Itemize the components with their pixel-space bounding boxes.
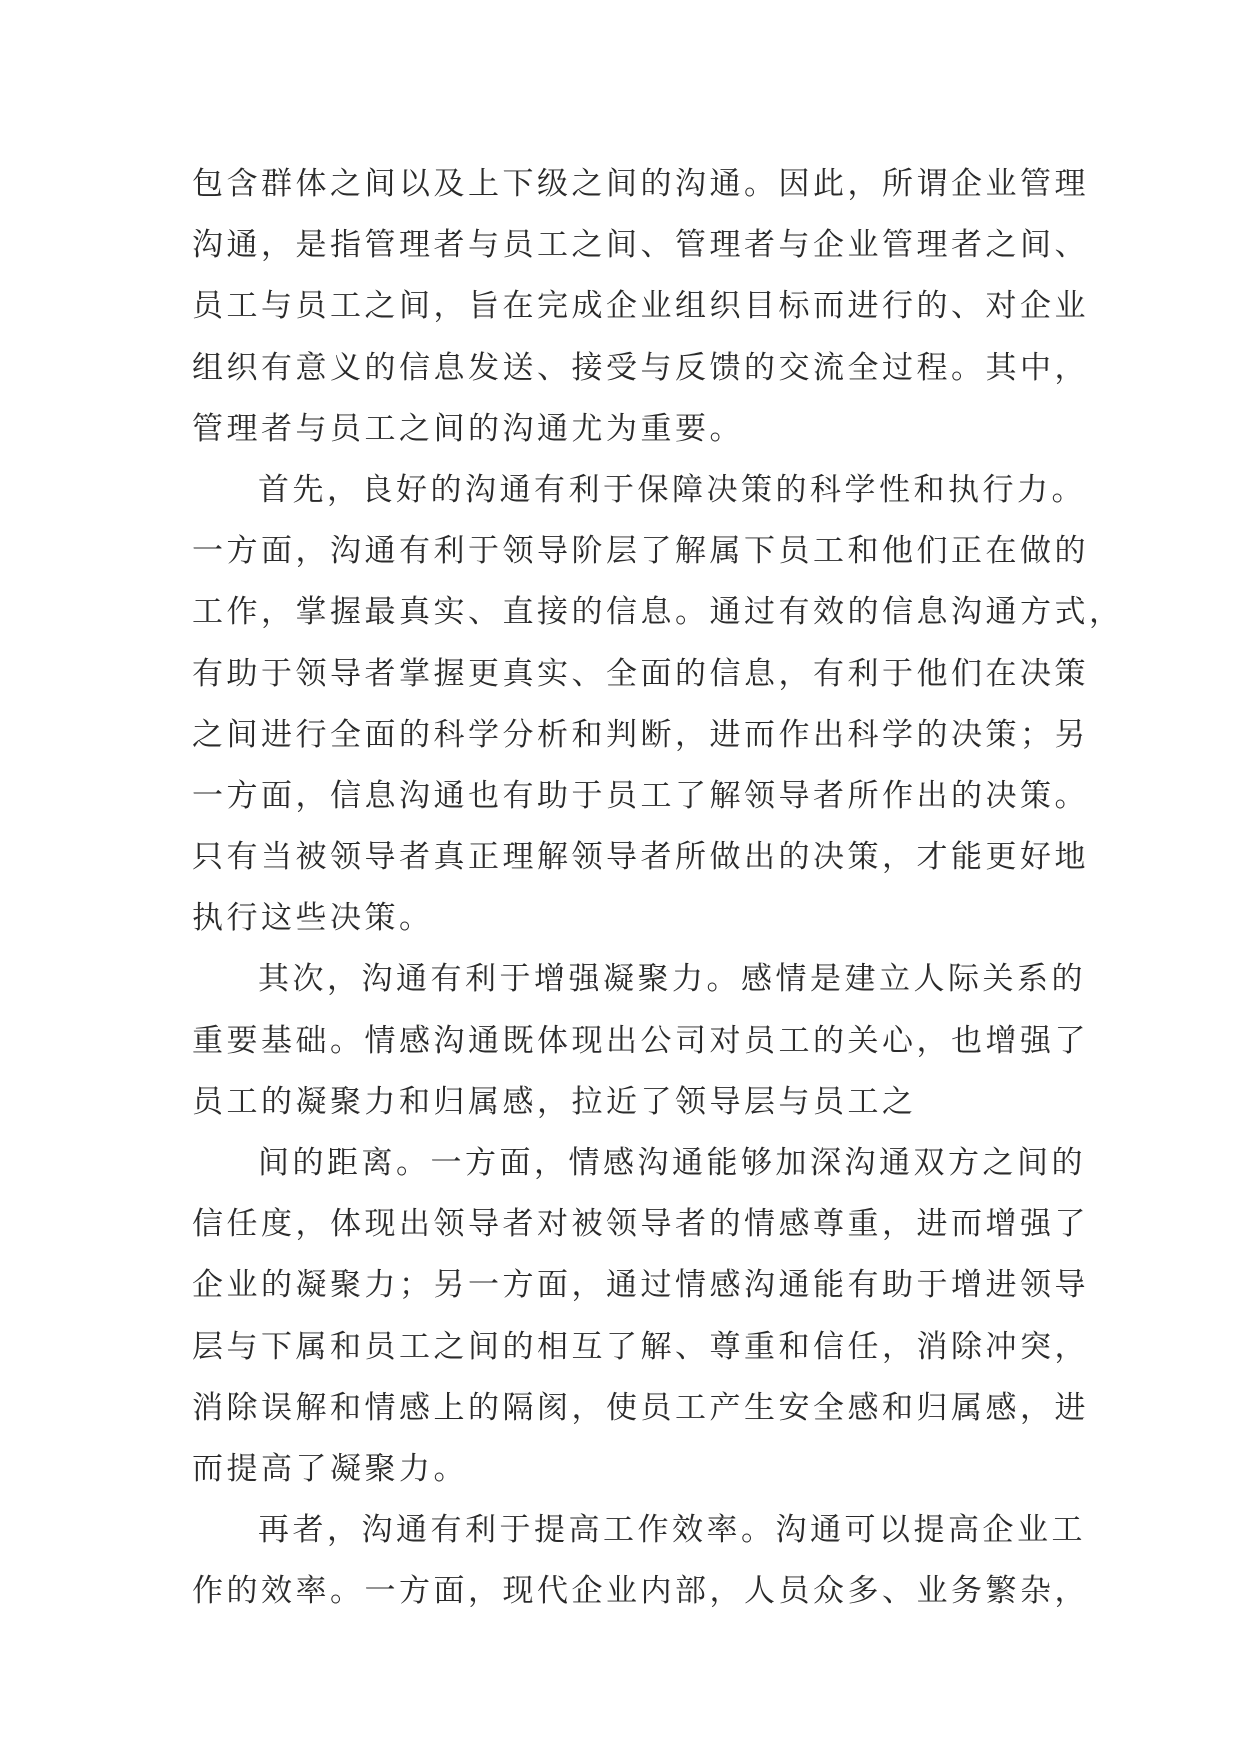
text-line: 企业的凝聚力；另一方面，通过情感沟通能有助于增进领导	[192, 1267, 1089, 1304]
text-line: 工作，掌握最真实、直接的信息。通过有效的信息沟通方式，	[192, 594, 1124, 631]
text-line: 重要基础。情感沟通既体现出公司对员工的关心，也增强了	[192, 1022, 1089, 1059]
text-line: 层与下属和员工之间的相互了解、尊重和信任，消除冲突，	[192, 1328, 1089, 1365]
text-line: 之间进行全面的科学分析和判断，进而作出科学的决策；另	[192, 716, 1089, 753]
text-line: 消除误解和情感上的隔阂，使员工产生安全感和归属感，进	[192, 1389, 1089, 1426]
text-line: 员工的凝聚力和归属感，拉近了领导层与员工之	[192, 1083, 917, 1120]
text-line: 只有当被领导者真正理解领导者所做出的决策，才能更好地	[192, 839, 1089, 876]
text-line: 作的效率。一方面，现代企业内部，人员众多、业务繁杂，	[192, 1573, 1089, 1610]
text-line: 信任度，体现出领导者对被领导者的情感尊重，进而增强了	[192, 1206, 1089, 1243]
paragraph-first-line: 其次，沟通有利于增强凝聚力。感情是建立人际关系的	[258, 961, 1086, 998]
text-line: 一方面，沟通有利于领导阶层了解属下员工和他们正在做的	[192, 533, 1089, 570]
text-line: 组织有意义的信息发送、接受与反馈的交流全过程。其中，	[192, 349, 1089, 386]
text-line: 员工与员工之间，旨在完成企业组织目标而进行的、对企业	[192, 288, 1089, 325]
paragraph-first-line: 首先，良好的沟通有利于保障决策的科学性和执行力。	[258, 471, 1086, 508]
text-line: 有助于领导者掌握更真实、全面的信息，有利于他们在决策	[192, 655, 1089, 692]
paragraph-first-line: 再者，沟通有利于提高工作效率。沟通可以提高企业工	[258, 1512, 1086, 1549]
text-line: 而提高了凝聚力。	[192, 1450, 468, 1487]
text-line: 管理者与员工之间的沟通尤为重要。	[192, 410, 744, 447]
text-line: 沟通，是指管理者与员工之间、管理者与企业管理者之间、	[192, 227, 1089, 264]
text-line: 包含群体之间以及上下级之间的沟通。因此，所谓企业管理	[192, 166, 1089, 202]
text-line: 执行这些决策。	[192, 900, 434, 937]
paragraph-first-line: 间的距离。一方面，情感沟通能够加深沟通双方之间的	[258, 1145, 1086, 1181]
text-line: 一方面，信息沟通也有助于员工了解领导者所作出的决策。	[192, 777, 1089, 814]
body-text	[192, 154, 1124, 1623]
